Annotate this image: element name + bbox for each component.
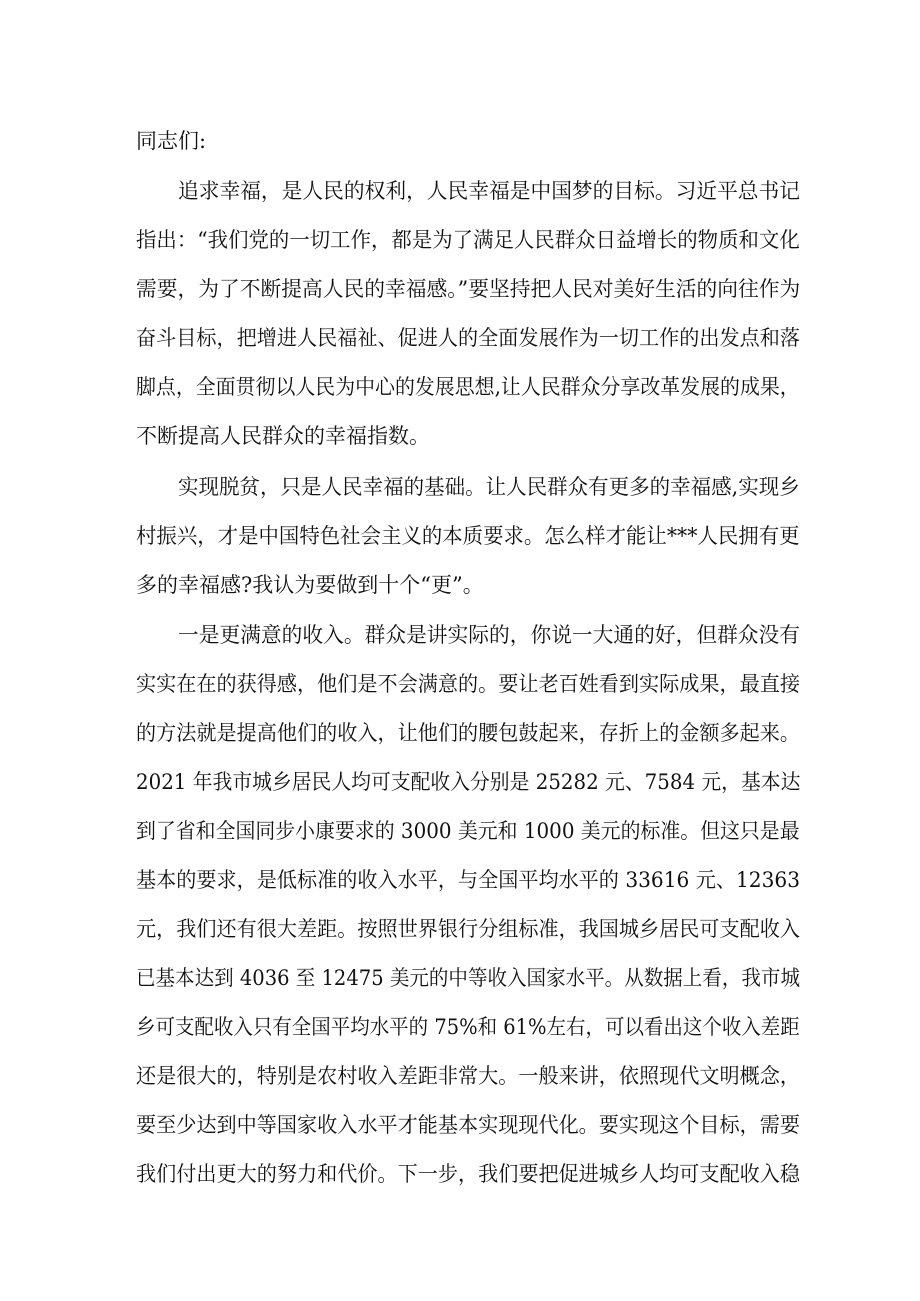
paragraph-3-line-5: 到了省和全国同步小康要求的 3000 美元和 1000 美元的标准。但这只是最 bbox=[136, 819, 800, 843]
paragraph-1-line-2: 指出：“我们党的一切工作，都是为了满足人民群众日益增长的物质和文化 bbox=[136, 228, 800, 252]
paragraph-3-line-9: 乡可支配收入只有全国平均水平的 75%和 61%左右，可以看出这个收入差距 bbox=[136, 1015, 800, 1039]
paragraph-3-line-10: 还是很大的，特别是农村收入差距非常大。一般来讲，依照现代文明概念， bbox=[136, 1064, 801, 1088]
paragraph-3-line-8: 已基本达到 4036 至 12475 美元的中等收入国家水平。从数据上看，我市城 bbox=[136, 966, 800, 990]
paragraph-2-line-1: 实现脱贫，只是人民幸福的基础。让人民群众有更多的幸福感,实现乡 bbox=[178, 475, 800, 499]
paragraph-3-line-4: 2021 年我市城乡居民人均可支配收入分别是 25282 元、7584 元，基本达 bbox=[136, 770, 801, 794]
paragraph-3-line-12: 我们付出更大的努力和代价。下一步，我们要把促进城乡人均可支配收入稳 bbox=[136, 1162, 801, 1186]
paragraph-3-line-7: 元，我们还有很大差距。按照世界银行分组标准，我国城乡居民可支配收入 bbox=[136, 917, 801, 941]
salutation: 同志们: bbox=[136, 129, 207, 153]
paragraph-3-line-2: 实实在在的获得感，他们是不会满意的。要让老百姓看到实际成果，最直接 bbox=[136, 672, 801, 696]
paragraph-2-line-3: 多的幸福感?我认为要做到十个“更”。 bbox=[136, 573, 484, 597]
paragraph-3-line-11: 要至少达到中等国家收入水平才能基本实现现代化。要实现这个目标，需要 bbox=[136, 1113, 801, 1137]
paragraph-1-line-1: 追求幸福，是人民的权利，人民幸福是中国梦的目标。习近平总书记 bbox=[178, 179, 800, 203]
paragraph-2-line-2: 村振兴，才是中国特色社会主义的本质要求。怎么样才能让***人民拥有更 bbox=[136, 524, 800, 548]
paragraph-3-line-1: 一是更满意的收入。群众是讲实际的，你说一大通的好，但群众没有 bbox=[178, 623, 800, 647]
paragraph-1-line-6: 不断提高人民群众的幸福指数。 bbox=[136, 424, 430, 448]
paragraph-1-line-5: 脚点，全面贯彻以人民为中心的发展思想,让人民群众分享改革发展的成果， bbox=[136, 375, 800, 399]
paragraph-3-line-3: 的方法就是提高他们的收入，让他们的腰包鼓起来，存折上的金额多起来。 bbox=[136, 721, 801, 745]
paragraph-1-line-4: 奋斗目标，把增进人民福祉、促进人的全面发展作为一切工作的出发点和落 bbox=[136, 326, 801, 350]
paragraph-1-line-3: 需要，为了不断提高人民的幸福感。”要坚持把人民对美好生活的向往作为 bbox=[136, 277, 801, 301]
paragraph-3-line-6: 基本的要求，是低标准的收入水平，与全国平均水平的 33616 元、12363 bbox=[136, 868, 801, 892]
